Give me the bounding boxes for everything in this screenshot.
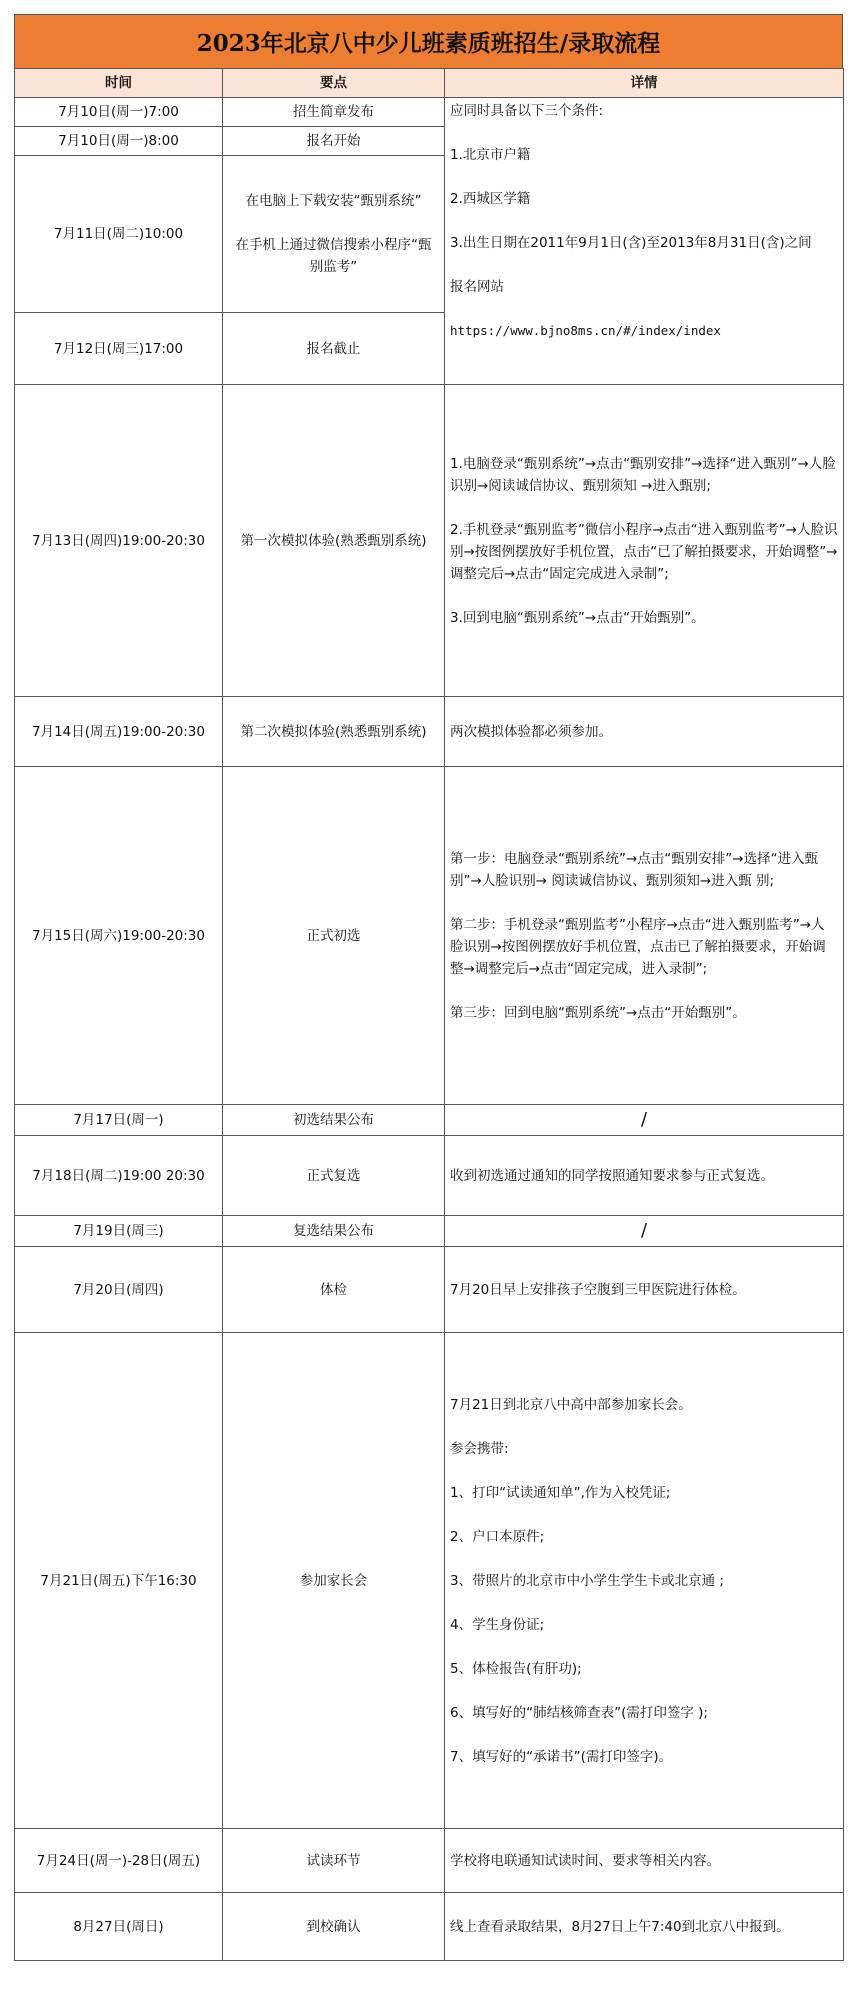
table-row [15,697,844,767]
time-cell: 8月27日(周日) [15,1893,223,1961]
table-row [15,1829,844,1893]
detail-cell [445,1333,844,1829]
point-cell: 招生简章发布 [223,98,445,127]
table-row [15,1136,844,1216]
point-cell: 体检 [223,1247,445,1333]
time-cell: 7月14日(周五)19:00-20:30 [15,697,223,767]
process-table [14,68,844,1961]
detail-line: 1、打印“试读通知单”,作为入校凭证; [450,1484,671,1501]
detail-cell: 学校将电联通知试读时间、要求等相关内容。 [445,1829,844,1893]
detail-line: 6、填写好的“肺结核筛查表”(需打印签字 ); [450,1704,708,1721]
detail-cell: 7月20日早上安排孩子空腹到三甲医院进行体检。 [445,1247,844,1333]
detail-line: 第三步：回到电脑“甄别系统”→点击“开始甄别”。 [450,1004,746,1021]
point-cell: 报名开始 [223,127,445,156]
point-line: 在电脑上下载安装“甄别系统” [245,193,422,209]
table-row [15,1105,844,1136]
time-cell: 7月13日(周四)19:00-20:30 [15,385,223,697]
table-row [15,767,844,1105]
time-cell: 7月10日(周一)8:00 [15,127,223,156]
detail-line: 参会携带: [450,1440,509,1457]
header-point: 要点 [223,69,445,98]
point-line: 在手机上通过微信搜索小程序“甄别监考” [235,237,432,275]
table-row [15,1247,844,1333]
detail-line: 3、带照片的北京市中小学生学生卡或北京通 ; [450,1572,724,1589]
time-cell: 7月18日(周二)19:00 20:30 [15,1136,223,1216]
time-cell: 7月24日(周一)-28日(周五) [15,1829,223,1893]
table-row [15,385,844,697]
point-cell: 正式复选 [223,1136,445,1216]
detail-line: 5、体检报告(有肝功); [450,1660,582,1677]
table-row [15,98,844,127]
time-cell: 7月21日(周五)下午16:30 [15,1333,223,1829]
detail-cell: 两次模拟体验都必须参加。 [445,697,844,767]
conditions-intro: 应同时具备以下三个条件: [450,103,604,119]
time-cell: 7月10日(周一)7:00 [15,98,223,127]
condition-item: 1.北京市户籍 [450,147,531,163]
detail-line: 7、填写好的“承诺书”(需打印签字)。 [450,1748,673,1765]
point-cell: 第一次模拟体验(熟悉甄别系统) [223,385,445,697]
header-time: 时间 [15,69,223,98]
point-cell: 正式初选 [223,767,445,1105]
point-cell: 到校确认 [223,1893,445,1961]
detail-line: 1.电脑登录“甄别系统”→点击“甄别安排”→选择“进入甄别”→人脸识别→阅读诚信协议、甄别须知 →进入甄别; [450,455,836,494]
time-cell: 7月17日(周一) [15,1105,223,1136]
detail-line: 7月21日到北京八中高中部参加家长会。 [450,1396,692,1413]
page-title: 2023年北京八中少儿班素质班招生/录取流程 [14,14,843,69]
site-label: 报名网站 [450,279,504,295]
conditions-cell [445,98,844,385]
table-row [15,1893,844,1961]
point-cell: 参加家长会 [223,1333,445,1829]
detail-cell [445,767,844,1105]
detail-line: 第二步：手机登录“甄别监考”小程序→点击“进入甄别监考”→人脸识别→按图例摆放好手机位置，点击已了解拍摄要求，开始调整→调整完后→点击“固定完成，进入录制”; [450,916,826,977]
detail-cell: 线上查看录取结果，8月27日上午7:40到北京八中报到。 [445,1893,844,1961]
time-cell: 7月20日(周四) [15,1247,223,1333]
condition-item: 3.出生日期在2011年9月1日(含)至2013年8月31日(含)之间 [450,235,812,251]
admission-flow-sheet [14,14,843,1984]
detail-line: 3.回到电脑“甄别系统”→点击“开始甄别”。 [450,609,705,626]
registration-site-link[interactable]: https://www.bjno8ms.cn/#/index/index [450,323,721,338]
detail-cell: / [445,1105,844,1136]
time-cell: 7月12日(周三)17:00 [15,313,223,385]
detail-line: 2、户口本原件; [450,1528,545,1545]
point-cell: 试读环节 [223,1829,445,1893]
point-cell: 复选结果公布 [223,1216,445,1247]
detail-line: 第一步：电脑登录“甄别系统”→点击“甄别安排”→选择“进入甄别”→人脸识别→ 阅读诚信协议、甄别须知→进入甄 别; [450,850,819,889]
table-row [15,1216,844,1247]
header-detail: 详情 [445,69,844,98]
detail-line: 4、学生身份证; [450,1616,545,1633]
time-cell: 7月15日(周六)19:00-20:30 [15,767,223,1105]
point-cell: 第二次模拟体验(熟悉甄别系统) [223,697,445,767]
condition-item: 2.西城区学籍 [450,191,531,207]
point-cell: 报名截止 [223,313,445,385]
detail-cell: / [445,1216,844,1247]
detail-cell: 收到初选通过通知的同学按照通知要求参与正式复选。 [445,1136,844,1216]
time-cell: 7月11日(周二)10:00 [15,156,223,313]
time-cell: 7月19日(周三) [15,1216,223,1247]
point-cell [223,156,445,313]
point-cell: 初选结果公布 [223,1105,445,1136]
table-row [15,1333,844,1829]
detail-cell [445,385,844,697]
detail-line: 2.手机登录“甄别监考”微信小程序→点击“进入甄别监考”→人脸识别→按图例摆放好手机位置，点击“已了解拍摄要求，开始调整”→调整完后→点击“固定完成进入录制”; [450,521,838,582]
header-row [15,69,844,98]
